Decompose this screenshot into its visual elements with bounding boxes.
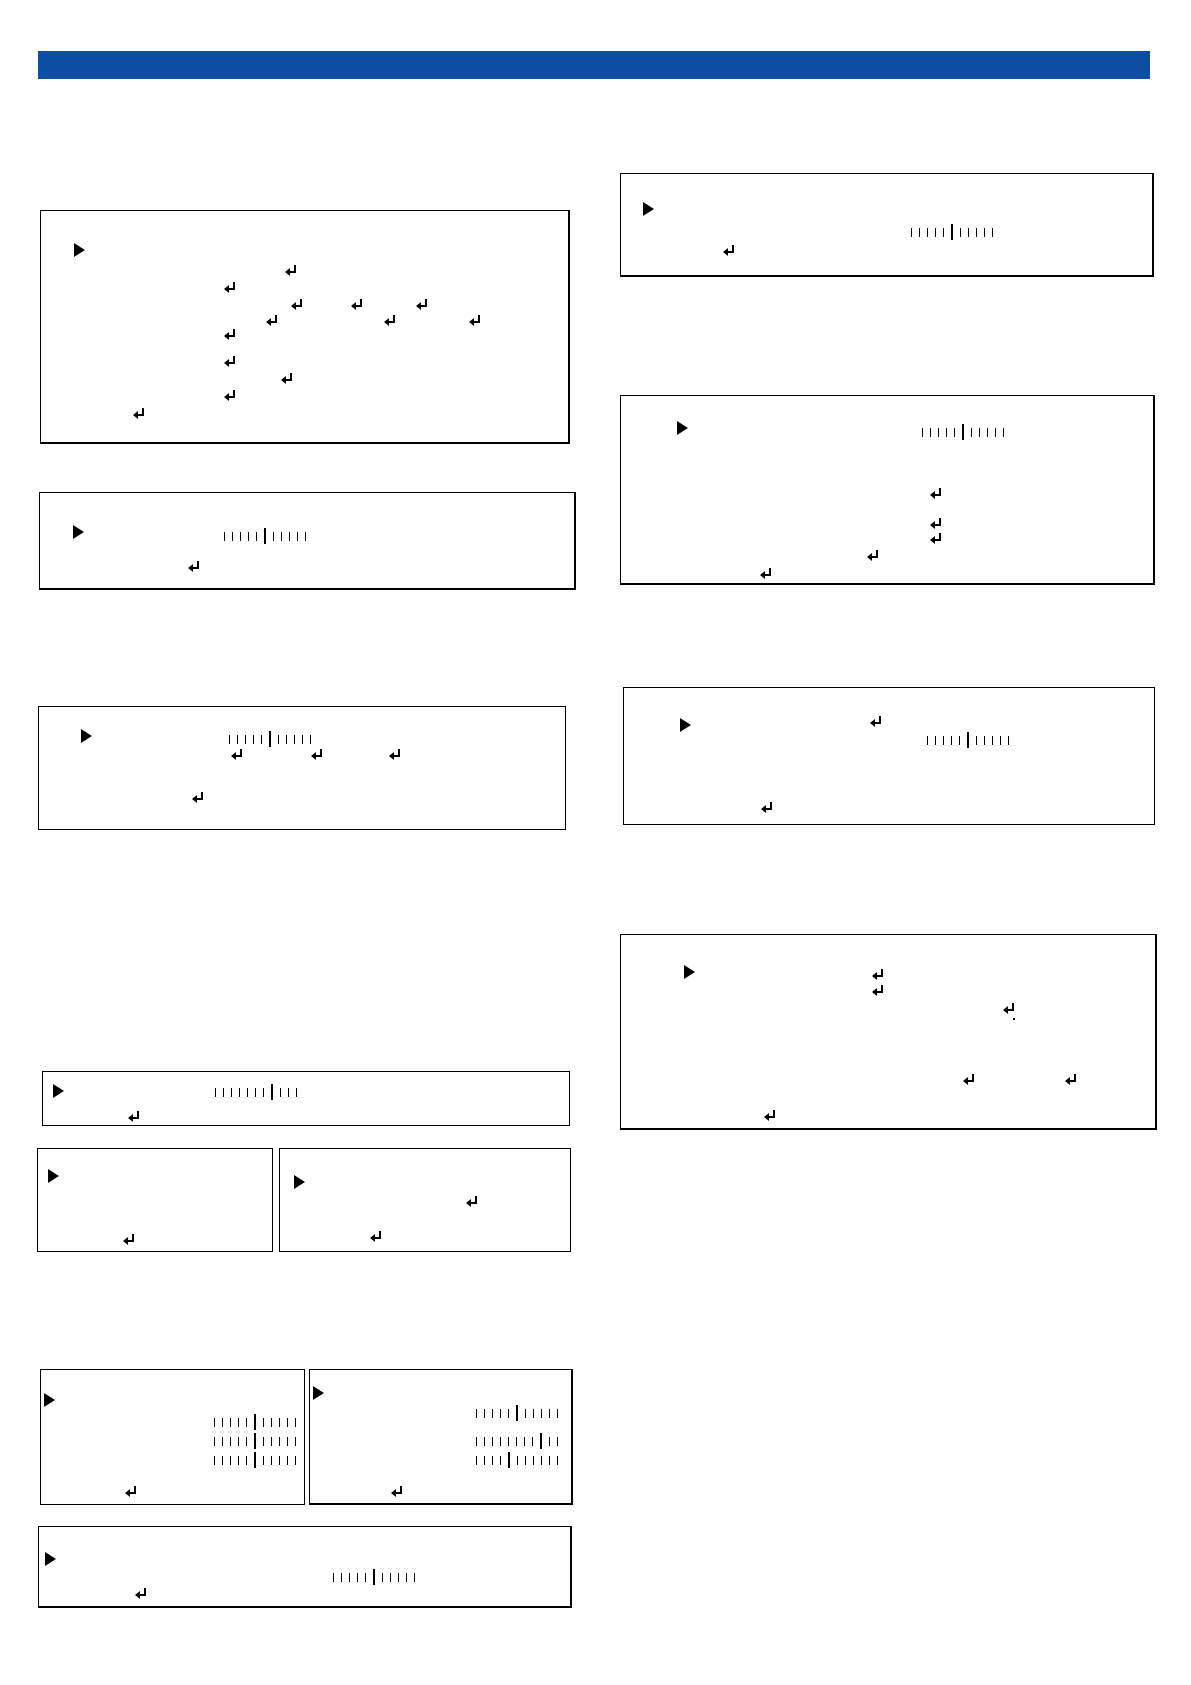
level-scale <box>911 224 993 237</box>
cursor-pointer-icon <box>81 729 92 743</box>
enter-icon <box>723 244 736 256</box>
enter-icon <box>466 1195 479 1207</box>
menu-panel-12 <box>623 687 1155 825</box>
enter-icon <box>760 567 773 579</box>
menu-panel-8 <box>309 1369 573 1505</box>
enter-icon <box>1003 1002 1016 1014</box>
enter-icon <box>1065 1073 1078 1085</box>
level-scale <box>214 1433 296 1446</box>
level-scale <box>927 732 1009 745</box>
enter-icon <box>192 791 205 803</box>
enter-icon <box>370 1230 383 1242</box>
menu-panel-11 <box>620 395 1155 585</box>
enter-icon <box>123 1233 136 1245</box>
enter-icon <box>351 298 364 310</box>
level-scale <box>214 1414 296 1427</box>
menu-panel-13 <box>620 934 1157 1130</box>
menu-panel-10 <box>620 173 1154 277</box>
enter-icon <box>224 389 237 401</box>
enter-icon <box>128 1110 141 1122</box>
enter-icon <box>266 314 279 326</box>
enter-icon <box>872 984 885 996</box>
cursor-pointer-icon <box>44 1393 55 1407</box>
enter-icon <box>188 560 201 572</box>
enter-icon <box>135 1587 148 1599</box>
level-scale <box>214 1452 296 1465</box>
enter-icon <box>930 532 943 544</box>
cursor-pointer-icon <box>313 1386 324 1400</box>
level-scale <box>476 1433 558 1446</box>
cursor-pointer-icon <box>680 718 691 732</box>
cursor-pointer-icon <box>73 525 84 539</box>
enter-icon <box>469 314 482 326</box>
enter-icon <box>231 748 244 760</box>
enter-icon <box>930 517 943 529</box>
level-scale <box>229 731 311 744</box>
enter-icon <box>416 298 429 310</box>
enter-icon <box>384 314 397 326</box>
menu-panel-4 <box>42 1071 570 1126</box>
enter-icon <box>224 281 237 293</box>
cursor-pointer-icon <box>45 1552 56 1566</box>
level-scale <box>476 1452 558 1465</box>
enter-icon <box>930 487 943 499</box>
cursor-pointer-icon <box>74 243 85 257</box>
enter-icon <box>391 1485 404 1497</box>
enter-icon <box>291 298 304 310</box>
enter-icon <box>872 968 885 980</box>
enter-icon <box>764 1109 777 1121</box>
menu-panel-7 <box>40 1369 305 1505</box>
enter-icon <box>389 748 402 760</box>
enter-icon <box>125 1485 138 1497</box>
level-scale <box>224 528 306 541</box>
enter-icon <box>224 328 237 340</box>
menu-panel-6 <box>279 1148 571 1252</box>
enter-icon <box>281 372 294 384</box>
cursor-pointer-icon <box>53 1084 64 1098</box>
level-scale <box>922 424 1004 437</box>
menu-panel-1 <box>40 210 570 444</box>
cursor-pointer-icon <box>48 1169 59 1183</box>
cursor-pointer-icon <box>677 421 688 435</box>
header-bar <box>38 51 1150 79</box>
enter-icon <box>867 549 880 561</box>
level-scale <box>333 1569 415 1582</box>
menu-panel-5 <box>37 1148 273 1252</box>
menu-panel-3 <box>38 706 566 830</box>
cursor-pointer-icon <box>643 202 654 216</box>
level-scale <box>215 1084 297 1097</box>
menu-panel-2 <box>39 492 576 590</box>
cursor-pointer-icon <box>684 965 695 979</box>
enter-icon <box>285 264 298 276</box>
enter-icon <box>963 1073 976 1085</box>
enter-icon <box>224 355 237 367</box>
enter-icon <box>133 407 146 419</box>
cursor-pointer-icon <box>294 1175 305 1189</box>
enter-icon <box>870 715 883 727</box>
enter-icon <box>761 801 774 813</box>
menu-panel-9 <box>38 1526 572 1608</box>
level-scale <box>476 1405 558 1418</box>
dot-mark <box>1013 1018 1015 1020</box>
enter-icon <box>311 748 324 760</box>
